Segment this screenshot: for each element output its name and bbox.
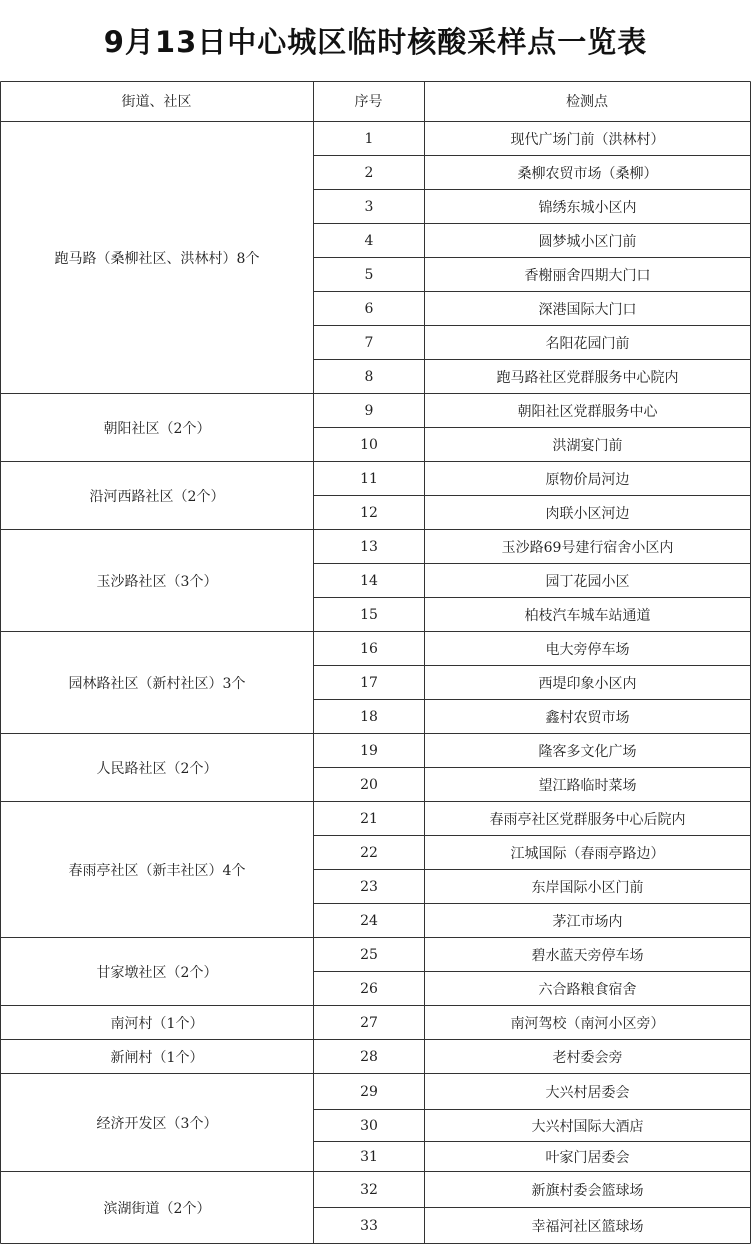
row-index: 26 bbox=[360, 980, 378, 997]
row-index: 9 bbox=[364, 402, 374, 419]
row-site: 望江路临时菜场 bbox=[538, 777, 637, 794]
row-index: 10 bbox=[360, 436, 378, 453]
row-site: 茅江市场内 bbox=[552, 913, 623, 930]
district-cell: 园林路社区（新村社区）3个 bbox=[68, 675, 246, 692]
row-site: 江城国际（春雨亭路边） bbox=[510, 845, 665, 862]
row-index: 7 bbox=[364, 334, 374, 351]
district-cell: 春雨亭社区（新丰社区）4个 bbox=[68, 862, 246, 879]
row-site: 春雨亭社区党群服务中心后院内 bbox=[489, 811, 686, 828]
row-index: 8 bbox=[364, 368, 374, 385]
row-index: 27 bbox=[360, 1014, 378, 1031]
district-cell: 甘家墩社区（2个） bbox=[96, 964, 218, 981]
row-site: 桑柳农贸市场（桑柳） bbox=[517, 165, 658, 182]
row-index: 18 bbox=[360, 708, 378, 725]
header-index: 序号 bbox=[354, 94, 383, 110]
row-site: 大兴村居委会 bbox=[545, 1084, 630, 1101]
row-index: 6 bbox=[364, 300, 374, 317]
row-index: 13 bbox=[360, 538, 378, 555]
row-index: 19 bbox=[360, 742, 378, 759]
district-cell: 人民路社区（2个） bbox=[96, 760, 218, 777]
row-site: 圆梦城小区门前 bbox=[538, 233, 637, 250]
row-site: 锦绣东城小区内 bbox=[538, 199, 637, 216]
row-site: 朝阳社区党群服务中心 bbox=[517, 403, 658, 420]
row-site: 柏枝汽车城车站通道 bbox=[524, 607, 651, 624]
row-index: 2 bbox=[364, 164, 374, 181]
row-index: 29 bbox=[360, 1083, 378, 1100]
row-site: 西堤印象小区内 bbox=[538, 675, 637, 692]
district-cell: 滨湖街道（2个） bbox=[103, 1200, 211, 1217]
row-site: 叶家门居委会 bbox=[545, 1149, 630, 1166]
row-index: 12 bbox=[360, 504, 378, 521]
page-title: 9月13日中心城区临时核酸采样点一览表 bbox=[103, 24, 648, 59]
row-index: 23 bbox=[360, 878, 378, 895]
district-cell: 朝阳社区（2个） bbox=[103, 420, 211, 437]
row-site: 鑫村农贸市场 bbox=[545, 709, 630, 726]
district-cell: 跑马路（桑柳社区、洪林村）8个 bbox=[54, 250, 260, 267]
row-site: 园丁花园小区 bbox=[545, 573, 630, 590]
row-index: 5 bbox=[364, 266, 374, 283]
district-cell: 沿河西路社区（2个） bbox=[89, 488, 225, 505]
row-index: 25 bbox=[360, 946, 378, 963]
row-index: 4 bbox=[364, 232, 374, 249]
row-site: 东岸国际小区门前 bbox=[531, 879, 644, 896]
row-index: 16 bbox=[360, 640, 378, 657]
row-site: 肉联小区河边 bbox=[545, 505, 630, 522]
row-index: 14 bbox=[360, 572, 378, 589]
row-index: 1 bbox=[364, 130, 374, 147]
row-site: 原物价局河边 bbox=[545, 471, 630, 488]
row-site: 电大旁停车场 bbox=[545, 641, 630, 658]
row-index: 15 bbox=[360, 606, 378, 623]
row-site: 现代广场门前（洪林村） bbox=[510, 131, 665, 148]
district-cell: 新闸村（1个） bbox=[110, 1049, 204, 1066]
row-site: 幸福河社区篮球场 bbox=[531, 1218, 644, 1235]
row-index: 30 bbox=[360, 1117, 378, 1134]
row-site: 碧水蓝天旁停车场 bbox=[531, 947, 644, 964]
district-cell: 经济开发区（3个） bbox=[96, 1115, 218, 1132]
row-site: 玉沙路69号建行宿舍小区内 bbox=[501, 539, 674, 556]
row-index: 17 bbox=[360, 674, 378, 691]
row-index: 24 bbox=[360, 912, 378, 929]
row-index: 3 bbox=[364, 198, 374, 215]
row-index: 11 bbox=[360, 470, 378, 487]
row-site: 名阳花园门前 bbox=[545, 335, 630, 352]
header-district: 街道、社区 bbox=[121, 94, 192, 110]
row-site: 大兴村国际大酒店 bbox=[531, 1118, 644, 1135]
row-site: 南河驾校（南河小区旁） bbox=[510, 1015, 665, 1032]
row-index: 33 bbox=[360, 1217, 378, 1234]
row-index: 28 bbox=[360, 1048, 378, 1065]
row-site: 香榭丽舍四期大门口 bbox=[524, 267, 651, 284]
row-site: 深港国际大门口 bbox=[538, 301, 637, 318]
row-index: 22 bbox=[360, 844, 378, 861]
header-site: 检测点 bbox=[566, 94, 608, 110]
row-site: 跑马路社区党群服务中心院内 bbox=[496, 369, 679, 386]
row-site: 老村委会旁 bbox=[552, 1049, 623, 1066]
row-site: 隆客多文化广场 bbox=[538, 743, 637, 760]
row-index: 21 bbox=[360, 810, 378, 827]
row-index: 31 bbox=[360, 1148, 378, 1165]
district-cell: 玉沙路社区（3个） bbox=[96, 573, 218, 590]
district-cell: 南河村（1个） bbox=[110, 1015, 204, 1032]
row-site: 六合路粮食宿舍 bbox=[538, 981, 637, 998]
row-site: 洪湖宴门前 bbox=[552, 437, 623, 454]
row-index: 32 bbox=[360, 1181, 378, 1198]
row-site: 新旗村委会篮球场 bbox=[531, 1182, 644, 1199]
row-index: 20 bbox=[360, 776, 378, 793]
